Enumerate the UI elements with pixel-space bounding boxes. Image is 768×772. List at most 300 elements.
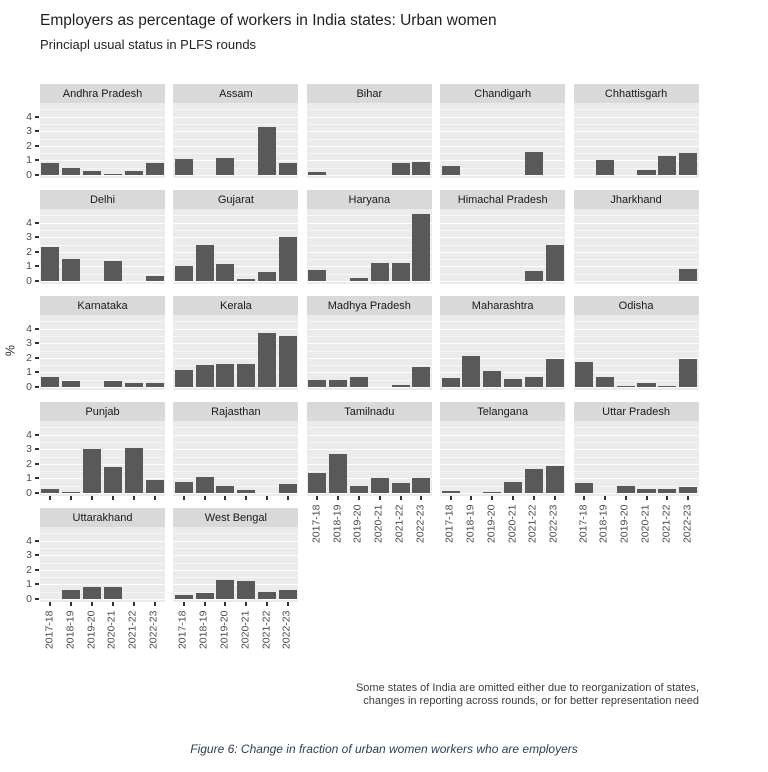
bar [258,333,276,387]
gridline-minor [307,109,432,110]
bar [504,482,522,493]
bar [104,381,122,387]
gridline-minor [307,124,432,125]
y-tick-label: 2 [26,351,32,364]
gridline-major [40,343,165,344]
gridline-minor [440,230,565,231]
facet-strip [173,84,298,103]
gridline-major [574,435,699,436]
gridline-major [173,493,298,494]
y-axis-tick [35,598,39,600]
x-axis-tick [224,496,226,500]
bar [104,261,122,281]
x-axis-tick [224,602,226,606]
x-tick-label: 2022-23 [147,610,160,649]
bar [442,378,460,387]
bar [392,263,410,281]
bar [258,592,276,599]
x-tick-label: 2018-19 [597,504,610,543]
facet-panel [440,209,565,284]
facet-strip [574,190,699,209]
x-tick-label: 2022-23 [414,504,427,543]
y-tick-label: 2 [26,245,32,258]
y-axis-tick [35,477,39,479]
facet-strip [40,296,165,315]
bar [575,483,593,493]
facet-strip-label: Madhya Pradesh [327,299,411,312]
bar [483,371,501,387]
gridline-minor [40,471,165,472]
gridline-major [307,358,432,359]
bar [83,449,101,493]
x-tick-label: 2021-22 [660,504,673,543]
bar [546,466,564,493]
facet-strip [440,190,565,209]
x-axis-tick [266,496,268,500]
bar [104,174,122,175]
bar [637,489,655,493]
x-tick-label: 2018-19 [331,504,344,543]
facet-strip [307,84,432,103]
gridline-major [40,387,165,388]
facet-strip [173,508,298,527]
bar [392,163,410,175]
gridline-major [574,387,699,388]
gridline-minor [40,457,165,458]
gridline-minor [173,442,298,443]
bar [412,214,430,281]
gridline-minor [307,442,432,443]
facet-strip-label: Jharkhand [610,193,662,206]
facet-strip-label: Himachal Pradesh [457,193,548,206]
bar [617,486,635,493]
gridline-minor [307,427,432,428]
bar [83,587,101,599]
bar [525,377,543,387]
y-axis-tick [35,371,39,373]
y-axis-tick [35,357,39,359]
facet-strip-label: Assam [219,87,253,100]
y-tick-label: 4 [26,216,32,229]
gridline-minor [574,215,699,216]
gridline-major [574,343,699,344]
gridline-major [173,117,298,118]
gridline-minor [574,336,699,337]
gridline-major [40,329,165,330]
facet-strip [307,402,432,421]
y-axis-tick [35,342,39,344]
x-axis-tick [450,496,452,500]
y-tick-label: 0 [26,169,32,181]
y-axis-tick [35,492,39,494]
gridline-major [307,449,432,450]
facet-panel [440,315,565,390]
y-tick-label: 3 [26,125,32,138]
facet-strip [40,190,165,209]
x-tick-label: 2022-23 [547,504,560,543]
gridline-minor [173,321,298,322]
gridline-minor [40,336,165,337]
gridline-minor [40,153,165,154]
y-tick-label: 1 [26,154,32,167]
x-tick-label: 2020-21 [239,610,252,649]
facet-strip-label: West Bengal [204,511,267,524]
facet-strip-label: Bihar [356,87,383,100]
bar [483,492,501,493]
gridline-major [307,387,432,388]
gridline-major [40,117,165,118]
x-axis-tick [245,602,247,606]
gridline-minor [40,245,165,246]
facet-strip [440,84,565,103]
gridline-major [574,464,699,465]
bar [679,487,697,493]
gridline-major [40,541,165,542]
gridline-major [173,387,298,388]
facet-strip [40,508,165,527]
facet-strip-label: Haryana [348,193,391,206]
facet-strip [40,402,165,421]
gridline-minor [574,471,699,472]
x-axis-tick [266,602,268,606]
x-tick-label: 2021-22 [126,610,139,649]
y-axis-tick [35,130,39,132]
x-axis-tick [183,496,185,500]
gridline-major [574,175,699,176]
facet-panel [173,315,298,390]
x-tick-label: 2017-18 [577,504,590,543]
y-axis-tick [35,328,39,330]
bar [412,478,430,493]
bar [392,385,410,387]
bar [196,245,214,281]
facet-strip-label: Maharashtra [471,299,534,312]
bar [216,580,234,599]
y-tick-label: 2 [26,139,32,152]
gridline-minor [173,153,298,154]
gridline-major [173,478,298,479]
bar [146,383,164,387]
x-axis-tick [204,496,206,500]
bar [216,264,234,281]
y-tick-label: 3 [26,549,32,562]
gridline-minor [440,124,565,125]
gridline-minor [40,563,165,564]
y-axis-tick [35,174,39,176]
gridline-major [440,117,565,118]
x-tick-label: 2019-20 [218,610,231,649]
bar [679,153,697,175]
bar [175,266,193,281]
gridline-minor [440,215,565,216]
facet-strip-label: Gujarat [217,193,254,206]
y-axis-tick [35,280,39,282]
gridline-major [440,237,565,238]
bar [596,377,614,387]
gridline-minor [574,139,699,140]
gridline-minor [574,351,699,352]
bar [412,162,430,175]
gridline-major [574,493,699,494]
x-tick-label: 2018-19 [64,610,77,649]
y-axis-title: % [3,344,18,357]
gridline-major [173,464,298,465]
gridline-major [307,329,432,330]
y-axis-tick [35,236,39,238]
y-axis-tick [35,463,39,465]
bar [546,245,564,282]
facet-strip-label: Uttar Pradesh [602,405,671,418]
bar [504,379,522,387]
bar [371,263,389,281]
gridline-minor [173,533,298,534]
gridline-major [574,223,699,224]
y-tick-label: 1 [26,260,32,273]
x-axis-tick [379,496,381,500]
x-axis-tick [583,496,585,500]
y-tick-label: 4 [26,428,32,441]
bar [575,362,593,387]
gridline-major [307,464,432,465]
bar [104,467,122,493]
y-tick-label: 3 [26,443,32,456]
gridline-major [574,329,699,330]
bar [216,486,234,493]
x-axis-tick [400,496,402,500]
x-axis-tick [183,602,185,606]
bar [258,272,276,281]
facet-panel [307,421,432,496]
gridline-minor [574,259,699,260]
bar [146,480,164,493]
gridline-minor [40,321,165,322]
y-axis-tick [35,145,39,147]
bar [41,163,59,175]
facet-strip-label: Chhattisgarh [604,87,668,100]
bar [196,365,214,387]
y-axis-tick [35,448,39,450]
gridline-major [440,343,565,344]
bar [83,171,101,175]
gridline-major [574,252,699,253]
y-axis-tick [35,265,39,267]
gridline-major [40,223,165,224]
bar [104,587,122,599]
bar [125,383,143,387]
figure-caption: Figure 6: Change in fraction of urban women workers who are employers [190,742,578,756]
bar [525,469,543,493]
facet-panel [574,421,699,496]
gridline-minor [440,139,565,140]
x-axis-tick [70,496,72,500]
y-axis-tick [35,251,39,253]
gridline-major [173,584,298,585]
gridline-major [440,160,565,161]
bar [125,448,143,493]
gridline-minor [440,427,565,428]
bar [462,356,480,387]
gridline-major [440,493,565,494]
bar [442,491,460,493]
y-tick-label: 4 [26,110,32,123]
x-axis-tick [91,496,93,500]
bar [308,172,326,175]
bar [196,477,214,493]
facet-strip-label: Punjab [85,405,120,418]
gridline-major [40,584,165,585]
gridline-major [440,146,565,147]
gridline-minor [574,245,699,246]
gridline-minor [440,442,565,443]
gridline-major [440,329,565,330]
bar [279,484,297,493]
bar [216,158,234,175]
bar [41,377,59,387]
gridline-minor [574,457,699,458]
bar [637,383,655,387]
bar [62,259,80,281]
gridline-major [173,146,298,147]
bar [125,171,143,175]
gridline-major [307,175,432,176]
x-tick-label: 2017-18 [443,504,456,543]
bar [308,270,326,281]
gridline-major [440,387,565,388]
bar [617,386,635,387]
bar [371,478,389,493]
bar [329,380,347,387]
gridline-minor [40,548,165,549]
bar [637,170,655,175]
x-tick-label: 2019-20 [351,504,364,543]
x-tick-label: 2020-21 [506,504,519,543]
bar [237,279,255,281]
x-axis-tick [420,496,422,500]
y-axis-tick [35,554,39,556]
gridline-major [440,449,565,450]
gridline-major [173,541,298,542]
facet-strip [307,190,432,209]
bar [279,163,297,175]
bar [62,381,80,387]
gridline-major [440,435,565,436]
facet-panel [574,103,699,178]
y-tick-label: 1 [26,578,32,591]
x-axis-tick [554,496,556,500]
gridline-major [574,478,699,479]
y-tick-label: 1 [26,472,32,485]
facet-strip [40,84,165,103]
x-axis-tick [245,496,247,500]
gridline-minor [173,457,298,458]
facet-panel [307,103,432,178]
y-tick-label: 0 [26,275,32,287]
chart-caption [356,682,699,707]
gridline-minor [173,577,298,578]
x-axis-tick [49,602,51,606]
gridline-minor [574,321,699,322]
gridline-major [574,146,699,147]
gridline-minor [40,124,165,125]
facet-strip [307,296,432,315]
facet-strip-label: Rajasthan [211,405,261,418]
facet-panel [173,421,298,496]
bar [329,454,347,493]
x-axis-tick [491,496,493,500]
y-axis-tick [35,569,39,571]
gridline-minor [440,153,565,154]
chart-caption-line2: changes in reporting across rounds, or for better representation need [363,694,699,707]
gridline-major [40,160,165,161]
gridline-minor [440,321,565,322]
gridline-minor [307,365,432,366]
facet-strip-label: Odisha [618,299,654,312]
bar [237,581,255,599]
bar [658,386,676,387]
x-axis-tick [646,496,648,500]
x-axis-tick [533,496,535,500]
facet-panel [307,209,432,284]
gridline-major [574,266,699,267]
x-axis-tick [91,602,93,606]
bar [658,489,676,493]
gridline-major [173,570,298,571]
x-axis-tick [287,602,289,606]
gridline-minor [173,548,298,549]
x-tick-label: 2017-18 [176,610,189,649]
gridline-major [307,131,432,132]
gridline-minor [173,215,298,216]
facet-panel [574,209,699,284]
gridline-minor [40,427,165,428]
facet-strip [574,296,699,315]
gridline-major [440,464,565,465]
x-tick-label: 2019-20 [618,504,631,543]
gridline-minor [307,471,432,472]
y-axis-tick [35,540,39,542]
gridline-major [440,175,565,176]
bar [308,380,326,387]
gridline-major [307,493,432,494]
gridline-minor [574,124,699,125]
gridline-minor [40,533,165,534]
y-axis-tick [35,159,39,161]
x-axis-tick [687,496,689,500]
x-axis-tick [512,496,514,500]
x-tick-label: 2018-19 [197,610,210,649]
gridline-minor [40,139,165,140]
facet-strip-label: Tamilnadu [344,405,395,418]
gridline-major [173,555,298,556]
bar [392,483,410,493]
y-axis-tick [35,222,39,224]
bar [350,486,368,493]
facet-strip [440,296,565,315]
gridline-major [173,435,298,436]
x-axis-tick [70,602,72,606]
gridline-major [173,131,298,132]
gridline-major [40,372,165,373]
x-tick-label: 2018-19 [464,504,477,543]
gridline-major [40,464,165,465]
gridline-minor [173,109,298,110]
gridline-major [40,146,165,147]
facet-strip [173,402,298,421]
gridline-minor [574,109,699,110]
x-tick-label: 2019-20 [485,504,498,543]
gridline-minor [40,592,165,593]
gridline-major [574,117,699,118]
